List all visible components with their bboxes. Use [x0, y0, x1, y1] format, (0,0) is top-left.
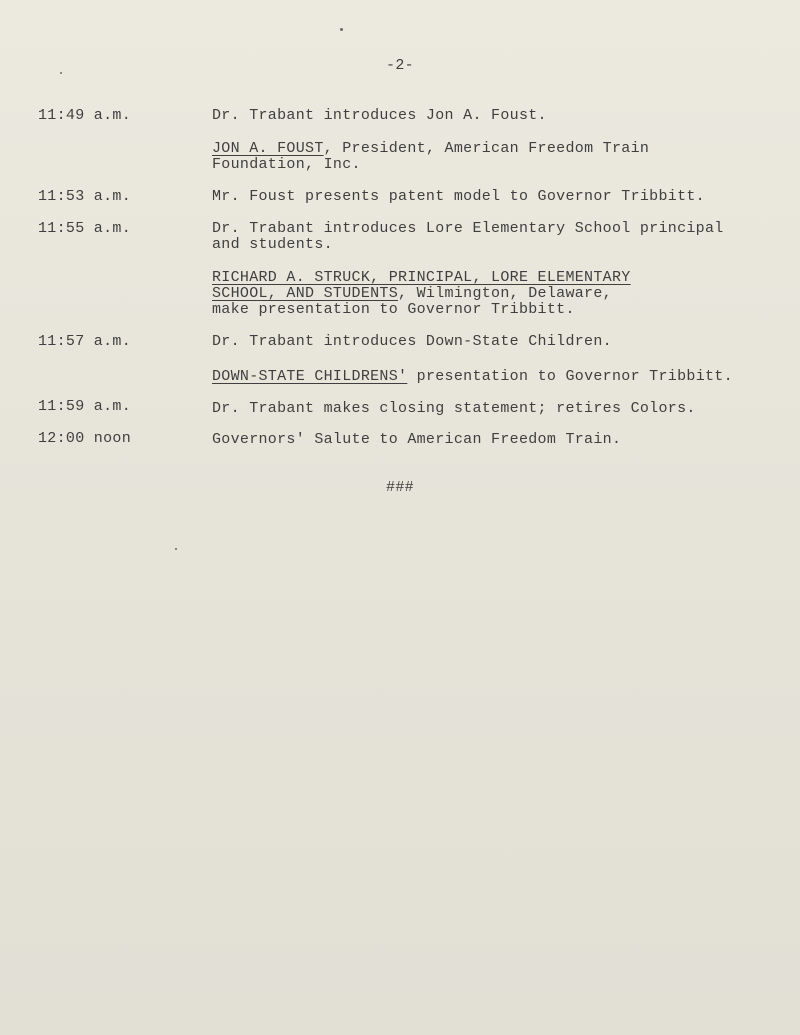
entry-text: , Wilmington, Delaware,	[398, 285, 612, 302]
end-mark: ###	[386, 479, 414, 496]
entry-line	[212, 286, 772, 302]
entry-line	[212, 369, 772, 385]
entry-text: Dr. Trabant introduces Lore Elementary School principal	[212, 220, 724, 237]
entry-text: presentation to Governor Tribbitt.	[407, 368, 733, 385]
schedule-time: 11:49 a.m.	[38, 107, 132, 124]
schedule-entry	[212, 108, 772, 124]
schedule-entry	[212, 432, 772, 448]
paper-speck	[60, 72, 62, 74]
schedule-entry	[212, 401, 772, 417]
schedule-time: 12:00 noon	[38, 430, 132, 447]
entry-underlined-name: RICHARD A. STRUCK, PRINCIPAL, LORE ELEMENTARY	[212, 269, 631, 286]
schedule-time: 11:55 a.m.	[38, 220, 132, 237]
schedule-entry	[212, 221, 772, 253]
schedule-entry	[212, 270, 772, 318]
entry-text: Dr. Trabant introduces Down-State Children.	[212, 333, 612, 350]
entry-text: make presentation to Governor Tribbitt.	[212, 301, 575, 318]
schedule-time: 11:59 a.m.	[38, 398, 132, 415]
schedule-entry	[212, 369, 772, 385]
paper-speck	[175, 548, 177, 550]
paper-speck	[340, 28, 343, 31]
page-number: -2-	[386, 57, 414, 74]
schedule-entry	[212, 334, 772, 350]
schedule-time: 11:57 a.m.	[38, 333, 132, 350]
entry-underlined-name: DOWN-STATE CHILDRENS'	[212, 368, 408, 385]
entry-text: Mr. Foust presents patent model to Governor Tribbitt.	[212, 188, 705, 205]
entry-text: Dr. Trabant introduces Jon A. Foust.	[212, 107, 547, 124]
schedule-entry	[212, 189, 772, 205]
entry-text: , President, American Freedom Train	[323, 140, 650, 157]
entry-text: Dr. Trabant makes closing statement; retires Colors.	[212, 400, 696, 417]
entry-text: and students.	[212, 236, 333, 253]
entry-text: Foundation, Inc.	[212, 156, 361, 173]
entry-text: Governors' Salute to American Freedom Train.	[212, 431, 622, 448]
entry-underlined-name: SCHOOL, AND STUDENTS	[212, 285, 399, 302]
entry-underlined-name: JON A. FOUST	[212, 140, 324, 157]
entry-line	[212, 141, 772, 157]
entry-line	[212, 270, 772, 286]
schedule-time: 11:53 a.m.	[38, 188, 132, 205]
schedule-entry	[212, 141, 772, 173]
